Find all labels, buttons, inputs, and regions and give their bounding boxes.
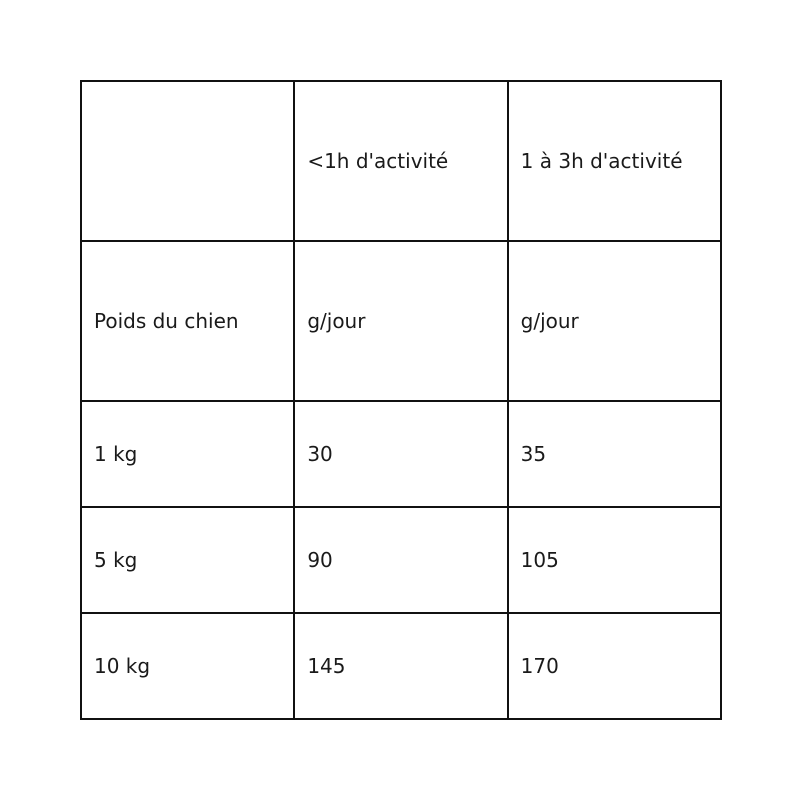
feeding-table bbox=[80, 80, 722, 720]
weight-cell: 5 kg bbox=[81, 507, 294, 613]
dog-weight-label: Poids du chien bbox=[81, 241, 294, 401]
table-row bbox=[81, 613, 721, 719]
header-activity-1-to-3h: 1 à 3h d'activité bbox=[508, 81, 721, 241]
value-cell-col1: 30 bbox=[294, 401, 507, 507]
value-cell-col2: 170 bbox=[508, 613, 721, 719]
table-units-row bbox=[81, 241, 721, 401]
value-cell-col2: 105 bbox=[508, 507, 721, 613]
value-cell-col1: 90 bbox=[294, 507, 507, 613]
value-cell-col2: 35 bbox=[508, 401, 721, 507]
table-row bbox=[81, 507, 721, 613]
unit-cell-col2: g/jour bbox=[508, 241, 721, 401]
header-activity-under-1h: <1h d'activité bbox=[294, 81, 507, 241]
weight-cell: 10 kg bbox=[81, 613, 294, 719]
table-header-row bbox=[81, 81, 721, 241]
unit-cell-col1: g/jour bbox=[294, 241, 507, 401]
table-row bbox=[81, 401, 721, 507]
value-cell-col1: 145 bbox=[294, 613, 507, 719]
weight-cell: 1 kg bbox=[81, 401, 294, 507]
header-corner-cell bbox=[81, 81, 294, 241]
